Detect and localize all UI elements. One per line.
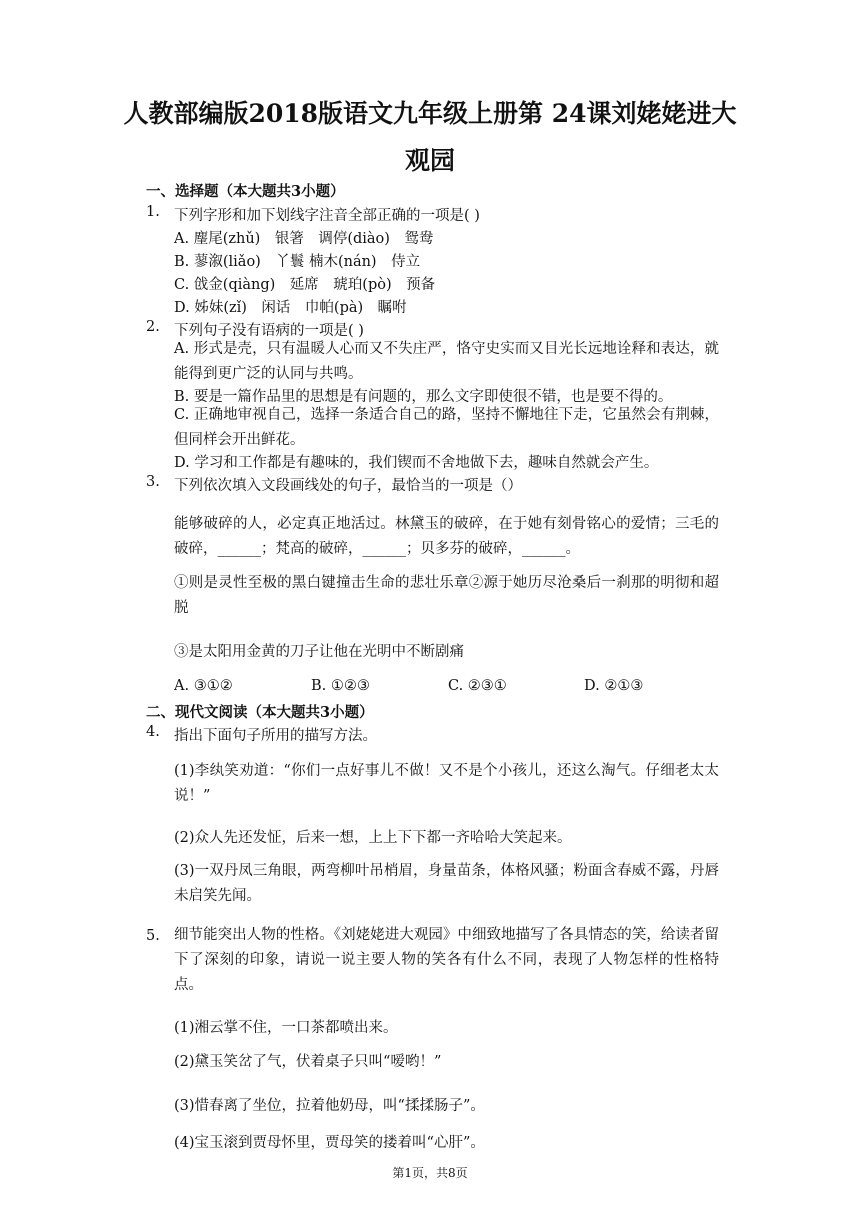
question-stem: 下列字形和加下划线字注音全部正确的一项是( ) — [174, 208, 480, 224]
option-b: B. 蓼溆(liǎo) 丫鬟 楠木(nán) 侍立 — [174, 254, 421, 270]
sentence-2: (2)黛玉笑岔了气，伏着桌子只叫“嗳哟！” — [174, 1054, 442, 1070]
sentence-2: (2)众人先还发怔，后来一想，上上下下都一齐哈哈大笑起来。 — [174, 830, 572, 846]
document-title-line1: 人教部编版2018版语文九年级上册第 24课刘姥姥进大 — [123, 99, 737, 128]
sentence-4: (4)宝玉滚到贾母怀里，贾母笑的搂着叫“心肝”。 — [174, 1135, 485, 1151]
question-number: 3. — [146, 474, 160, 490]
option-d: D. 姊妹(zǐ) 闲话 巾帕(pà) 瞩咐 — [174, 300, 407, 316]
reading-passage: 能够破碎的人，必定真正地活过。林黛玉的破碎，在于她有刻骨铭心的爱情；三毛的破碎，______；梵高的破碎，______；贝多芬的破碎，______。 — [174, 516, 719, 557]
section-heading-reading: 二、现代文阅读（本大题共3小题） — [146, 704, 374, 721]
question-number: 5. — [146, 928, 160, 944]
option-c: C. 正确地审视自己，选择一条适合自己的路，坚持不懈地往下走，它虽然会有荆棘，但同样会开出鲜花。 — [174, 407, 719, 448]
sentence-1: (1)湘云掌不住，一口茶都喷出来。 — [174, 1020, 398, 1036]
question-stem: 下列依次填入文段画线处的句子，最恰当的一项是（） — [174, 478, 522, 494]
sentence-3: (3)惜春离了坐位，拉着他奶母，叫“揉揉肠子”。 — [174, 1098, 485, 1114]
question-stem: 指出下面句子所用的描写方法。 — [174, 728, 377, 744]
section-heading-choice: 一、选择题（本大题共3小题） — [146, 183, 345, 200]
option-a: A. 麈尾(zhǔ) 银箸 调停(diào) 鸳鸯 — [174, 231, 434, 247]
question-number: 4. — [146, 724, 160, 740]
sentence-clues: ①则是灵性至极的黑白键撞击生命的悲壮乐章②源于她历尽沧桑后一刹那的明彻和超脱 — [174, 575, 719, 616]
option-b: B. ①②③ — [311, 678, 370, 694]
question-stem: 下列句子没有语病的一项是( ) — [174, 323, 364, 339]
sentence-clue: ③是太阳用金黄的刀子让他在光明中不断剧痛 — [174, 644, 464, 660]
sentence-3: (3)一双丹凤三角眼，两弯柳叶吊梢眉，身量苗条，体格风骚；粉面含春威不露，丹唇未启笑先闻。 — [174, 863, 719, 904]
option-b: B. 要是一篇作品里的思想是有问题的，那么文字即使很不错，也是要不得的。 — [174, 389, 673, 405]
document-title-line2: 观园 — [404, 146, 455, 175]
option-d: D. ②①③ — [584, 678, 644, 694]
option-c: C. 戗金(qiàng) 延席 琥珀(pò) 预备 — [174, 277, 436, 293]
option-d: D. 学习和工作都是有趣味的，我们锲而不舍地做下去，趣味自然就会产生。 — [174, 455, 659, 471]
option-a: A. ③①② — [174, 678, 233, 694]
page-footer: 第1页，共8页 — [392, 1166, 468, 1180]
question-number: 2. — [146, 319, 160, 335]
question-stem: 细节能突出人物的性格。《刘姥姥进大观园》中细致地描写了各具情态的笑，给读者留下了深刻的印象，请说一说主要人物的笑各有什么不同，表现了人物怎样的性格特点。 — [174, 927, 719, 993]
option-c: C. ②③① — [448, 678, 507, 694]
question-number: 1. — [146, 204, 160, 220]
option-a: A. 形式是壳，只有温暖人心而又不失庄严，恪守史实而又目光长远地诠释和表达，就能得到更广泛的认同与共鸣。 — [174, 341, 719, 382]
sentence-1: (1)李纨笑劝道：“你们一点好事儿不做！又不是个小孩儿，还这么淘气。仔细老太太说！” — [174, 763, 719, 804]
